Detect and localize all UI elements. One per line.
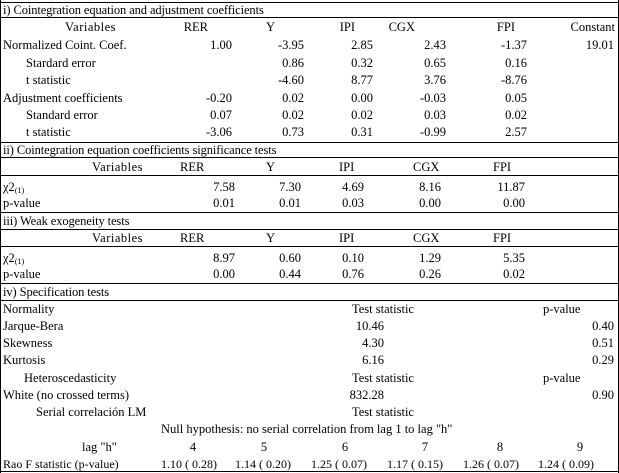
cell: 0.60 (279, 251, 301, 265)
lag-label: lag "h" (82, 440, 117, 454)
section-2-title: ii) Cointegration equation coefficients significance tests (3, 143, 277, 157)
heteroscedasticity-label: Heteroscedasticity (24, 371, 117, 385)
section-1-title: i) Cointegration equation and adjustment coefficients (3, 3, 264, 17)
cell: 0.01 (279, 196, 301, 210)
row-label: p-value (3, 267, 41, 281)
rao-value: 1.17 ( 0.15) (387, 457, 443, 471)
cell: 0.02 (505, 108, 527, 122)
rule-s1-title (0, 17, 619, 18)
cell: 0.00 (503, 196, 525, 210)
test-statistic-header: Test statistic (352, 302, 414, 316)
cell: 7.58 (213, 180, 235, 194)
p-value-header: p-value (543, 302, 581, 316)
cell: 0.86 (282, 56, 304, 70)
cell: 1.00 (210, 38, 232, 52)
cell: 0.44 (279, 267, 301, 281)
cell: 4.30 (362, 336, 384, 350)
rule-s3-header (0, 246, 619, 247)
cell: -0.20 (205, 91, 232, 105)
col-header-ipi: IPI (339, 160, 355, 174)
cell: 0.00 (213, 267, 235, 281)
lag-value: 7 (421, 440, 429, 454)
section-3-title: iii) Weak exogeneity tests (3, 214, 130, 228)
cell: 1.29 (419, 251, 441, 265)
rao-value: 1.10 ( 0.28) (161, 457, 217, 471)
cell: 0.02 (282, 91, 304, 105)
cell: 0.02 (282, 108, 304, 122)
cell: 0.32 (351, 56, 373, 70)
col-header-cgx: CGX (413, 231, 440, 245)
cell: 2.85 (351, 38, 373, 52)
cell: 0.73 (282, 125, 304, 139)
cell: 0.03 (342, 196, 364, 210)
cell: 832.28 (349, 388, 384, 402)
col-header-cgx: CGX (388, 20, 415, 34)
cell: 2.57 (505, 125, 527, 139)
col-header-variables: Variables (92, 231, 144, 245)
cell: 2.43 (424, 38, 446, 52)
cell: 0.00 (351, 91, 373, 105)
cell: 0.51 (592, 336, 614, 350)
col-header-fpi: FPI (493, 231, 512, 245)
chi2-subscript: (1) (14, 186, 25, 195)
cell: 0.02 (351, 108, 373, 122)
col-header-constant: Constant (570, 20, 615, 34)
rule-bottom (0, 471, 619, 472)
cell: -1.37 (500, 38, 527, 52)
p-value-header: p-value (543, 371, 581, 385)
cell: 0.05 (505, 91, 527, 105)
cell: 0.16 (505, 56, 527, 70)
cell: 19.01 (585, 38, 614, 52)
cell: -4.60 (277, 73, 304, 87)
cell: 10.46 (355, 319, 384, 333)
cell: 0.26 (419, 267, 441, 281)
cell: 0.02 (503, 267, 525, 281)
test-statistic-header: Test statistic (352, 405, 414, 419)
rao-value: 1.14 ( 0.20) (235, 457, 291, 471)
lag-value: 4 (189, 440, 197, 454)
cell: -8.76 (500, 73, 527, 87)
cell: -0.03 (419, 91, 446, 105)
serial-correlation-label: Serial correlación LM (36, 405, 147, 419)
cell: 5.35 (503, 251, 525, 265)
cell: 0.00 (419, 196, 441, 210)
cell: 0.31 (351, 125, 373, 139)
row-label: p-value (3, 196, 41, 210)
col-header-y: Y (266, 160, 276, 174)
rao-value: 1.25 ( 0.07) (311, 457, 367, 471)
col-header-variables: Variables (65, 20, 117, 34)
cell: 7.30 (279, 180, 301, 194)
col-header-y: Y (266, 231, 276, 245)
cell: 0.76 (342, 267, 364, 281)
rao-value: 1.24 ( 0.09) (538, 457, 594, 471)
lag-value: 9 (576, 440, 584, 454)
col-header-variables: Variables (92, 160, 144, 174)
rule-s3-top (0, 212, 619, 213)
rule-s4-title (0, 300, 619, 301)
cell: 8.16 (419, 180, 441, 194)
col-header-rer: RER (183, 20, 208, 34)
rule-s2-header (0, 175, 619, 176)
cell: -3.95 (277, 38, 304, 52)
col-header-ipi: IPI (339, 231, 355, 245)
row-label: Standard error (26, 108, 98, 122)
row-label: White (no crossed terms) (3, 388, 130, 402)
row-label: Kurtosis (3, 353, 46, 367)
col-header-ipi: IPI (339, 20, 355, 34)
cell: 11.87 (497, 180, 525, 194)
cell: 0.90 (592, 388, 614, 402)
chi2-symbol: χ2 (3, 180, 15, 194)
row-label: t statistic (26, 125, 71, 139)
cell: 0.65 (424, 56, 446, 70)
normality-label: Normality (3, 302, 55, 316)
cell: -0.99 (419, 125, 446, 139)
cell: 4.69 (342, 180, 364, 194)
col-header-rer: RER (180, 231, 205, 245)
cell: 3.76 (424, 73, 446, 87)
cell: 0.03 (424, 108, 446, 122)
section-4-title: iv) Specification tests (3, 285, 110, 299)
cell: 0.10 (342, 251, 364, 265)
table-left-border (0, 0, 1, 473)
test-statistic-header: Test statistic (352, 371, 414, 385)
col-header-cgx: CGX (413, 160, 440, 174)
rao-value: 1.26 ( 0.07) (463, 457, 519, 471)
cell: -3.06 (205, 125, 232, 139)
rule-s2-title (0, 157, 619, 158)
lag-value: 6 (341, 440, 349, 454)
cell: 0.01 (213, 196, 235, 210)
cell: 8.97 (213, 251, 235, 265)
cell: 0.07 (210, 108, 232, 122)
row-label: Skewness (3, 336, 53, 350)
lag-value: 5 (260, 440, 268, 454)
cell: 6.16 (362, 353, 384, 367)
row-label: t statistic (26, 73, 71, 87)
col-header-y: Y (265, 20, 275, 34)
col-header-rer: RER (180, 160, 205, 174)
cell: 0.40 (592, 319, 614, 333)
chi2-symbol: χ2 (3, 251, 15, 265)
rule-s4-top (0, 283, 619, 284)
col-header-fpi: FPI (496, 20, 515, 34)
cell: 8.77 (351, 73, 373, 87)
row-label: Adjustment coefficients (3, 91, 123, 105)
cell: 0.29 (592, 353, 614, 367)
col-header-fpi: FPI (493, 160, 512, 174)
null-hypothesis: Null hypothesis: no serial correlation from lag 1 to lag "h" (161, 422, 453, 436)
row-label: Stardard error (26, 56, 96, 70)
row-label: Normalized Coint. Coef. (3, 38, 127, 52)
lag-value: 8 (496, 440, 504, 454)
row-label: Jarque-Bera (3, 319, 64, 333)
chi2-subscript: (1) (14, 257, 25, 266)
rule-s3-title (0, 229, 619, 230)
rao-label: Rao F statistic (p-value) (3, 457, 119, 471)
